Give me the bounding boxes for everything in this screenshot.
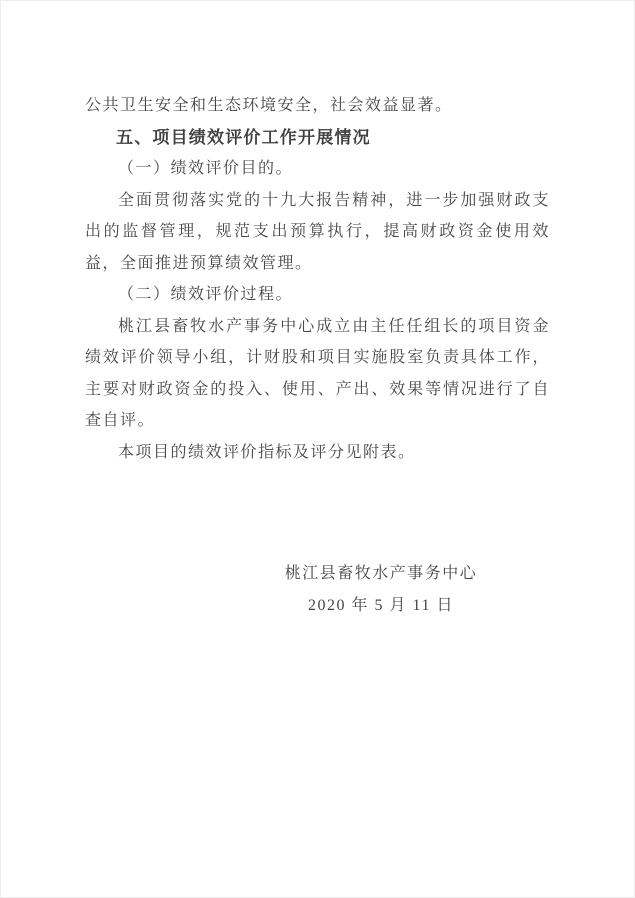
paragraph-evaluation-purpose: 全面贯彻落实党的十九大报告精神，进一步加强财政支出的监督管理，规范支出预算执行，提高财政资金使用效益，全面推进预算绩效管理。 xyxy=(85,191,550,272)
subsection-2-title: （二）绩效评价过程。 xyxy=(118,286,294,303)
paragraph-continuation: 公共卫生安全和生态环境安全，社会效益显著。 xyxy=(85,97,453,114)
signature-organization: 桃江县畜牧水产事务中心 xyxy=(284,565,478,582)
section-heading: 五、项目绩效评价工作开展情况 xyxy=(116,127,371,147)
paragraph-evaluation-process: 桃江县畜牧水产事务中心成立由主任任组长的项目资金绩效评价领导小组，计财股和项目实施股室负责具体工作，主要对财政资金的投入、使用、产出、效果等情况进行了自查自评。 xyxy=(85,317,550,429)
subsection-1-title: （一）绩效评价目的。 xyxy=(118,160,294,177)
signature-date: 2020 年 5 月 11 日 xyxy=(308,596,454,614)
paragraph-appendix-note: 本项目的绩效评价指标及评分见附表。 xyxy=(118,443,416,461)
signature-block xyxy=(212,558,550,621)
